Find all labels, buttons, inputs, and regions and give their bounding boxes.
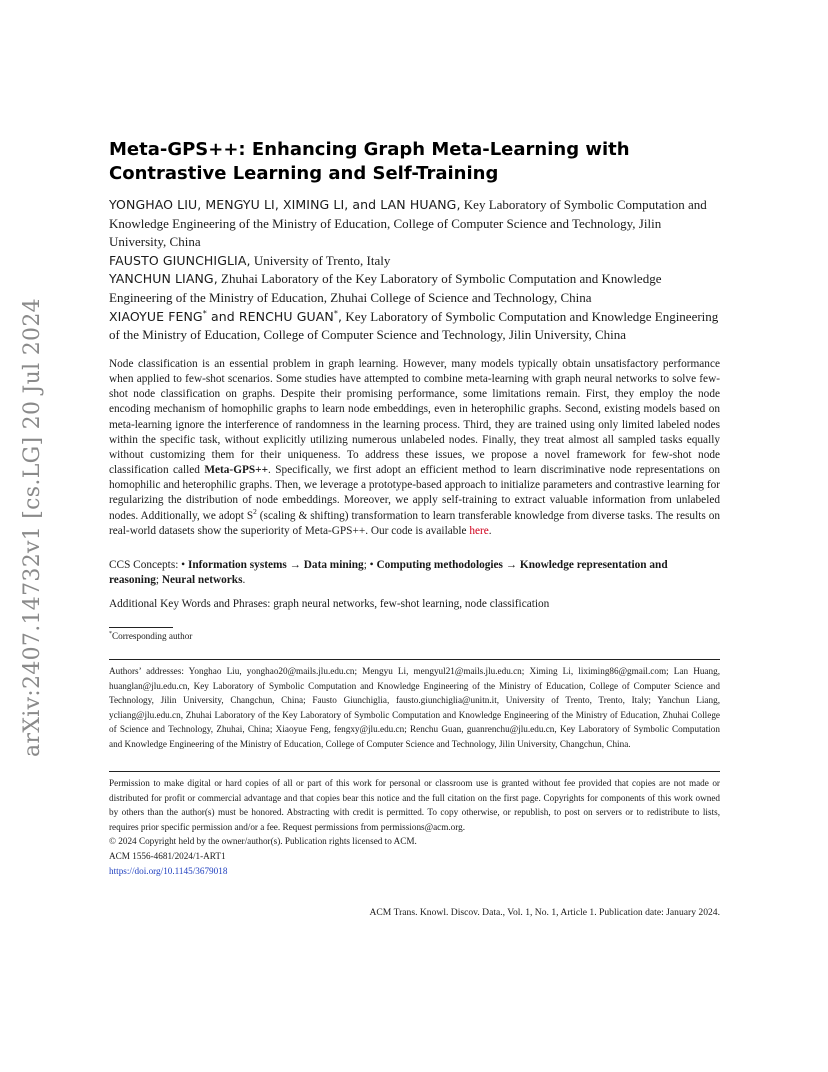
ccs-term: Knowledge representation and reasoning [109,559,668,587]
ccs-term: Information systems [187,559,287,571]
publication-footer: ACM Trans. Knowl. Discov. Data., Vol. 1, No. 1, Article 1. Publication date: January 2024. [369,907,720,918]
abstract-text: . Specifically, we first adopt an efficient method to learn discriminative node representations on homophilic and heterophilic graphs. Then, we leverage a prototype-based approach to initialize parameters and contrastive learning for regularizing the distribution of node embeddings. Moreover, we apply self-training to extract valuable information from unlabeled nodes. Additionally, we adopt S [109,464,720,522]
permission-text: Permission to make digital or hard copies of all or part of this work for personal or classroom use is granted without fee provided that copies are not made or distributed for profit or commercial advantage and that copies bear this notice and the full citation on the first page. Copyrights for components of this work owned by others than the author(s) must be honored. Abstracting with credit is permitted. To copy otherwise, or republish, to post on servers or to redistribute to lists, requires prior specific permission and/or a fee. Request permissions from permissions@acm.org. [109,778,720,832]
author-addresses: Authors’ addresses: Yonghao Liu, yonghao20@mails.jlu.edu.cn; Mengyu Li, mengyul21@mails.jlu.edu.cn; Ximing Li, liximing86@gmail.com; Lan Huang, huanglan@jlu.edu.cn, Key Laboratory of Symbolic Computation and Knowledge Engineering of the Ministry of Education, College of Computer Science and Technology, Jilin University, Changchun, China; Fausto Giunchiglia, fausto.giunchiglia@unitn.it, University of Trento, Trento, Italy; Yanchun Liang, ycliang@jlu.edu.cn, Zhuhai Laboratory of the Key Laboratory of Symbolic Computation and Knowledge Engineering of the Ministry of Education, Zhuhai College of Science and Technology, Zhuhai, China; Xiaoyue Feng, fengxy@jlu.edu.cn; Renchu Guan, guanrenchu@jlu.edu.cn, Key Laboratory of Symbolic Computation and Knowledge Engineering of the Ministry of Education, College of Computer Science and Technology, Jilin University, Changchun, China. [109,666,720,749]
corresponding-mark: * [333,307,339,318]
ccs-term: Data mining [303,559,364,571]
additional-keywords: Additional Key Words and Phrases: graph neural networks, few-shot learning, node classification [109,598,550,610]
author-list [109,196,720,345]
footnote-rule [109,627,173,628]
author-names-comma: , [338,308,343,324]
abstract-text: Node classification is an essential problem in graph learning. However, many models typically obtain unsatisfactory performance when applied to few-shot scenarios. Some studies have attempted to combine meta-learning with graph neural networks to solve few-shot node classification on graphs. Despite their promising performance, some limitations remain. First, they employ the node encoding mechanism of homophilic graphs to learn node embeddings, even in heterophilic graphs. Second, existing models based on meta-learning ignore the interference of randomness in the learning process. Third, they are trained using only limited labeled nodes within the specific task, without explicitly utilizing numerous unlabeled nodes. Finally, they treat almost all sampled tasks equally without customizing them for their uniqueness. To address these issues, we propose a novel framework for few-shot node classification called [109,358,720,477]
author-block [109,308,720,345]
superscript: 2 [253,506,257,516]
author-names: FAUSTO GIUNCHIGLIA, [109,252,251,268]
doi-link[interactable]: https://doi.org/10.1145/3679018 [109,865,228,876]
abstract-text: . [488,524,492,537]
author-block [109,252,720,271]
arxiv-id-text: arXiv:2407.14732v1 [cs.LG] 20 Jul 2024 [19,297,45,757]
author-affiliation: Zhuhai Laboratory of the Key Laboratory of Symbolic Computation and Knowledge Engineering of the Ministry of Education, Zhuhai College of Science and Technology, China [109,271,662,305]
copyright-line: © 2024 Copyright held by the owner/author(s). Publication rights licensed to ACM. [109,836,417,847]
author-name-feng: XIAOYUE FENG [109,308,203,324]
footnote-text: Corresponding author [111,631,193,641]
author-block [109,270,720,307]
author-affiliation: University of Trento, Italy [253,252,391,268]
ccs-separator: ; [155,574,162,587]
author-name-guan: and RENCHU GUAN [206,308,334,324]
author-names: YONGHAO LIU, MENGYU LI, XIMING LI, and LAN HUANG, [109,197,461,212]
ccs-label: CCS Concepts: • [109,559,188,571]
code-link[interactable]: here [469,524,489,537]
author-affiliation: Key Laboratory of Symbolic Computation and Knowledge Engineering of the Ministry of Education, College of Computer Science and Technology, Jilin University, China [109,197,707,250]
author-block [109,196,720,252]
ccs-arrow: → [502,559,520,571]
author-names: YANCHUN LIANG, [109,271,218,287]
ccs-term: Computing methodologies [376,559,503,571]
ccs-concepts [109,558,720,588]
issn-line: ACM 1556-4681/2024/1-ART1 [109,850,226,861]
abstract [109,357,720,539]
permission-rule [109,771,720,772]
ccs-term: Neural networks [161,574,243,587]
model-name: Meta-GPS++ [204,464,269,477]
author-names [109,309,342,324]
footnote [109,630,720,643]
addresses-rule [109,659,720,660]
ccs-arrow: → [286,559,304,571]
author-affiliation: Key Laboratory of Symbolic Computation and Knowledge Engineering of the Ministry of Education, College of Computer Science and Technology, Jilin University, China [109,308,719,343]
paper-title: Meta-GPS++: Enhancing Graph Meta-Learning with Contrastive Learning and Self-Training [109,139,630,184]
footnote-mark: * [109,630,112,637]
arxiv-sidebar-identifier [12,297,52,757]
abstract-text: (scaling & shifting) transformation to learn transferable knowledge from diverse tasks. The results on real-world datasets show the superiority of Meta-GPS++. Our code is available [109,509,720,537]
ccs-end: . [242,574,246,587]
corresponding-mark: * [202,307,207,318]
ccs-separator: ; • [363,559,377,571]
permission-notice [109,776,720,878]
